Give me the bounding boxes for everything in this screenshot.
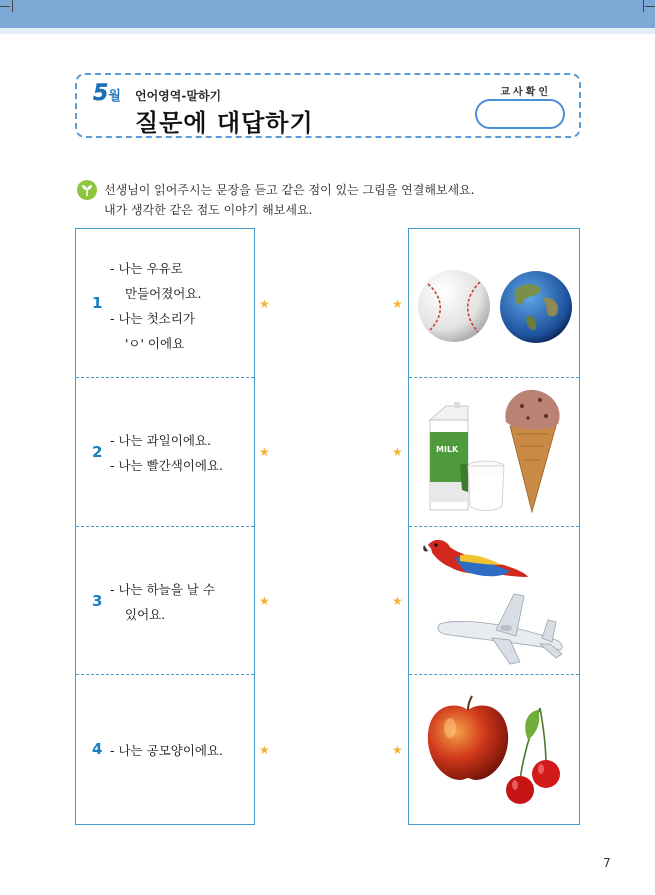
milk-carton-icon: [424, 402, 514, 514]
left-connect-dot[interactable]: ★: [259, 445, 270, 459]
title-box: [75, 73, 581, 138]
item-text-line: - 나는 첫소리가: [110, 311, 195, 326]
left-connect-dot[interactable]: ★: [259, 297, 270, 311]
row-divider: [409, 377, 579, 378]
month-number: 5: [93, 81, 109, 106]
item-text-line: 만들어졌어요.: [125, 286, 202, 301]
apple-icon: [424, 694, 512, 784]
item-text-line: - 나는 공모양이에요.: [110, 743, 224, 758]
left-connect-dot[interactable]: ★: [259, 743, 270, 757]
category-label: 언어영역-말하기: [135, 89, 222, 103]
row-divider: [409, 674, 579, 675]
crop-mark-right-h: [645, 6, 655, 7]
item-text-line: 'ㅇ' 이에요: [125, 336, 185, 351]
left-connect-dot[interactable]: ★: [259, 594, 270, 608]
right-connect-dot[interactable]: ★: [392, 297, 403, 311]
teacher-check-box[interactable]: [475, 99, 565, 129]
item-text-line: - 나는 하늘을 날 수: [110, 582, 215, 597]
row-divider: [76, 526, 254, 527]
item-text-line: - 나는 과일이에요.: [110, 433, 211, 448]
crop-mark-left-h: [0, 6, 10, 7]
row-divider: [409, 526, 579, 527]
sprout-icon: [77, 180, 97, 200]
teacher-check-label: 교사확인: [500, 87, 551, 98]
item-number: 3: [92, 592, 103, 610]
baseball-icon: [414, 266, 494, 346]
item-number: 2: [92, 443, 103, 461]
item-number: 4: [92, 740, 103, 758]
ice-cream-icon: [502, 386, 564, 514]
month-unit: 월: [108, 89, 121, 104]
right-connect-dot[interactable]: ★: [392, 743, 403, 757]
item-text-line: - 나는 우유로: [110, 261, 183, 276]
row-divider: [76, 377, 254, 378]
item-number: 1: [92, 294, 103, 312]
right-connect-dot[interactable]: ★: [392, 445, 403, 459]
instruction-line-2: 내가 생각한 같은 점도 이야기 해보세요.: [104, 203, 313, 217]
cherry-icon: [502, 700, 566, 810]
row-divider: [76, 674, 254, 675]
milk-carton-label: MILK: [436, 445, 459, 454]
crop-mark-left: [12, 0, 13, 12]
month-label: [93, 81, 121, 106]
earth-icon: [497, 268, 575, 346]
page-number: 7: [603, 856, 611, 870]
crop-mark-right: [643, 0, 644, 12]
page-title: 질문에 대답하기: [135, 109, 314, 137]
top-bar-strip: [0, 28, 655, 34]
item-text-line: 있어요.: [125, 607, 166, 622]
item-text-line: - 나는 빨간색이에요.: [110, 458, 224, 473]
instruction-line-1: 선생님이 읽어주시는 문장을 듣고 같은 점이 있는 그림을 연결해보세요.: [104, 183, 475, 197]
top-bar: [0, 0, 655, 28]
airplane-icon: [436, 582, 568, 668]
right-connect-dot[interactable]: ★: [392, 594, 403, 608]
